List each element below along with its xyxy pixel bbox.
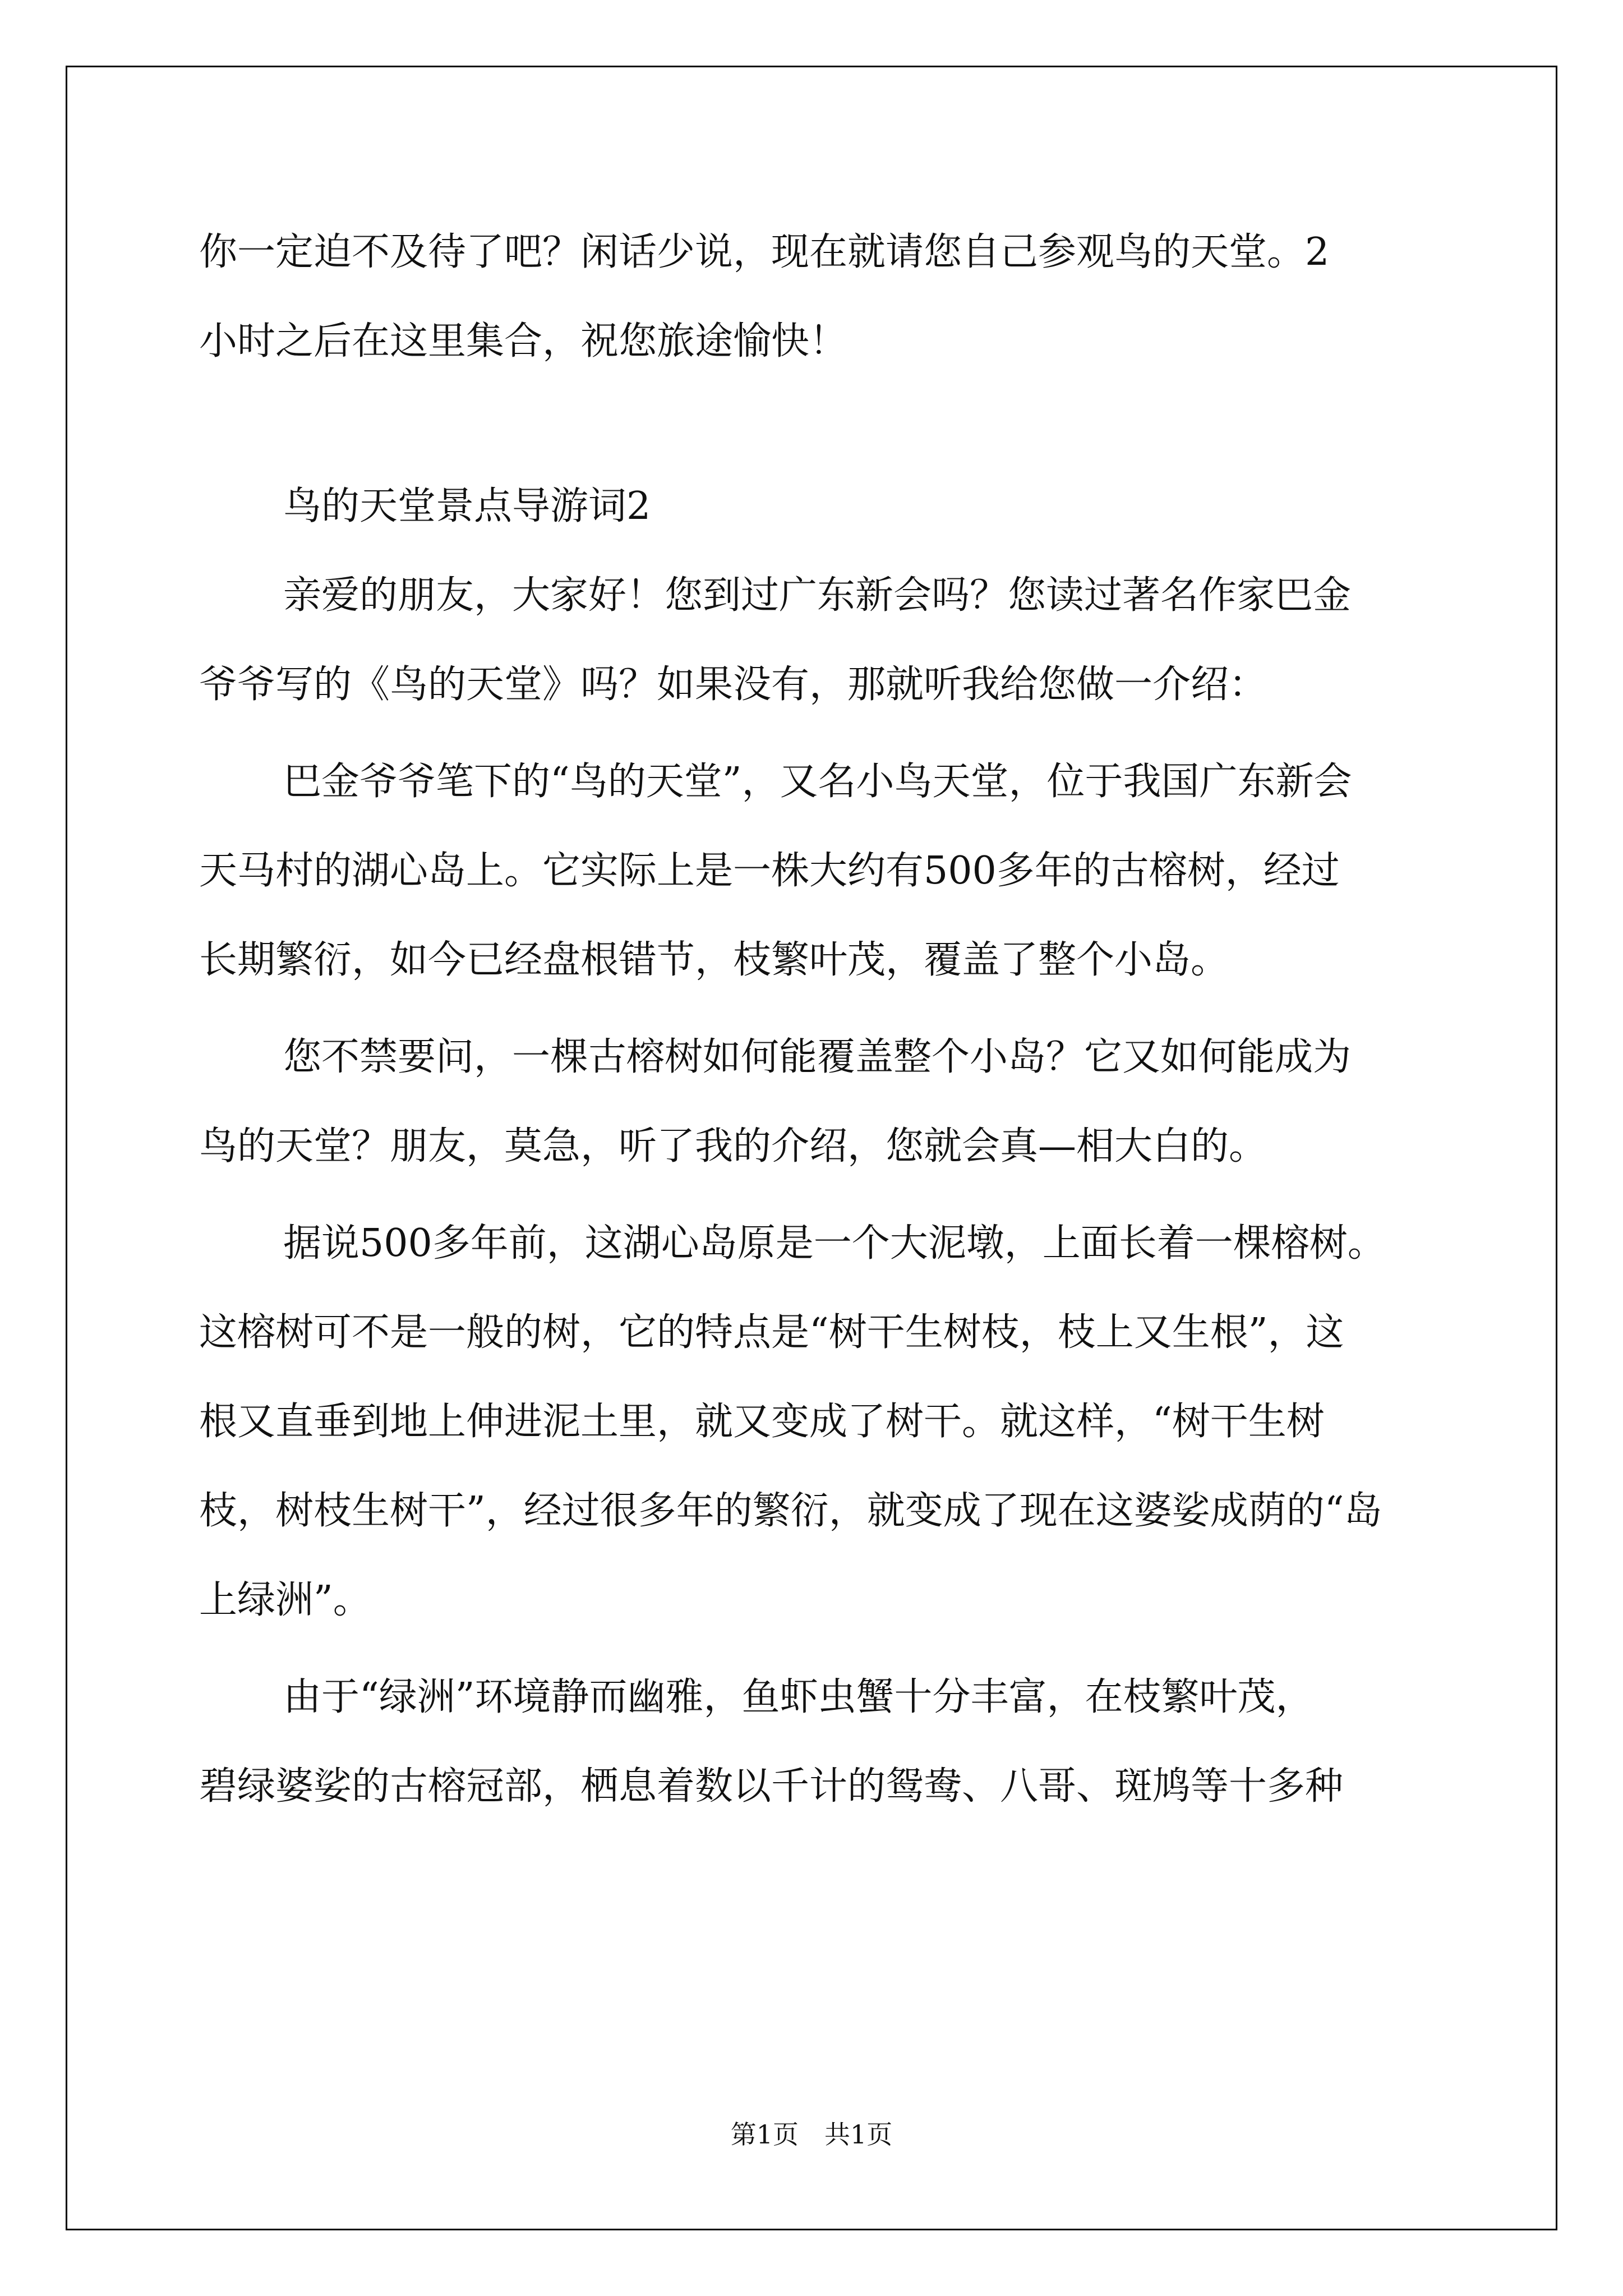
text-line: 长期繁衍，如今已经盘根错节，枝繁叶茂，覆盖了整个小岛。 [199, 938, 1229, 982]
text-line: 这榕树可不是一般的树，它的特点是“树干生树枝，枝上又生根”，这 [199, 1310, 1344, 1355]
text-line: 爷爷写的《鸟的天堂》吗？如果没有，那就听我给您做一介绍： [199, 662, 1267, 707]
section-heading: 鸟的天堂景点导游词2 [283, 484, 651, 528]
text-line: 您不禁要问，一棵古榕树如何能覆盖整个小岛？它又如何能成为 [283, 1035, 1352, 1079]
text-line: 小时之后在这里集合，祝您旅途愉快！ [199, 319, 848, 364]
text-line: 碧绿婆娑的古榕冠部，栖息着数以千计的鸳鸯、八哥、斑鸠等十多种 [199, 1764, 1344, 1809]
text-line: 据说500多年前，这湖心岛原是一个大泥墩，上面长着一棵榕树。 [283, 1221, 1386, 1266]
page-footer [0, 2118, 1623, 2151]
text-line: 你一定迫不及待了吧？闲话少说，现在就请您自己参观鸟的天堂。2 [199, 230, 1330, 274]
page-total: 共1页 [824, 2119, 893, 2150]
text-line: 鸟的天堂？朋友，莫急，听了我的介绍，您就会真—相大白的。 [199, 1124, 1267, 1168]
text-line: 由于“绿洲”环境静而幽雅，鱼虾虫蟹十分丰富，在枝繁叶茂， [283, 1675, 1314, 1719]
text-line: 根又直垂到地上伸进泥土里，就又变成了树干。就这样，“树干生树 [199, 1400, 1325, 1444]
text-line: 上绿洲”。 [199, 1578, 371, 1622]
text-line: 枝，树枝生树干”，经过很多年的繁衍，就变成了现在这婆娑成荫的“岛 [199, 1489, 1382, 1533]
page-number: 第1页 [730, 2119, 799, 2150]
text-line: 巴金爷爷笔下的“鸟的天堂”，又名小鸟天堂，位于我国广东新会 [283, 760, 1352, 804]
text-line: 亲爱的朋友，大家好！您到过广东新会吗？您读过著名作家巴金 [283, 573, 1352, 618]
text-line: 天马村的湖心岛上。它实际上是一株大约有500多年的古榕树，经过 [199, 849, 1340, 893]
